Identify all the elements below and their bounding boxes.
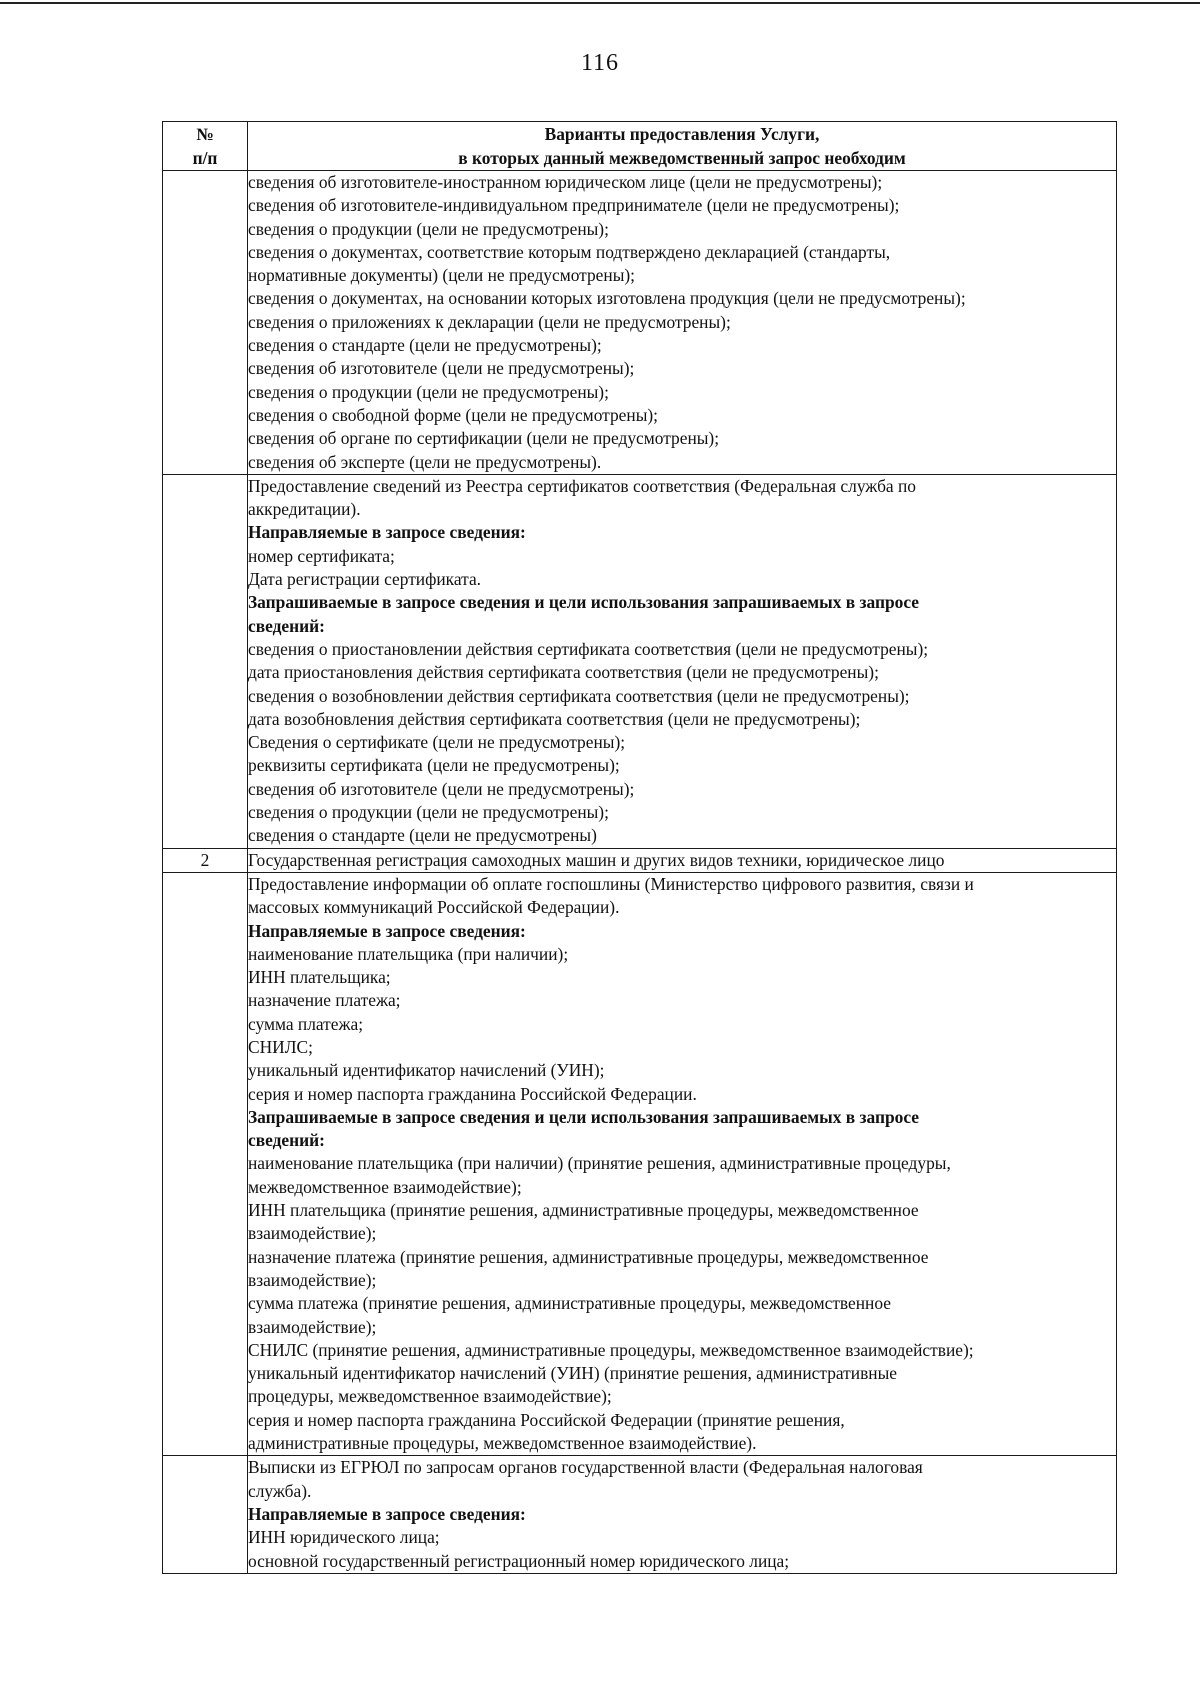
request-intro-line: массовых коммуникаций Российской Федерации).	[248, 897, 620, 918]
list-item: сведения о продукции (цели не предусмотрены);	[248, 802, 609, 823]
table-row	[163, 474, 1117, 848]
row-number-cell	[163, 171, 248, 475]
number-header-line1: №	[196, 124, 214, 144]
list-item: сведения о документах, соответствие которым подтверждено декларацией (стандарты,	[248, 241, 891, 262]
row-number-cell	[163, 1456, 248, 1573]
list-item: наименование плательщика (при наличии);	[248, 943, 569, 964]
fee-payment-cell	[248, 872, 1117, 1455]
row-number-cell	[163, 872, 248, 1455]
requested-data-heading: сведений:	[248, 615, 325, 636]
sent-data-heading: Направляемые в запросе сведения:	[248, 1503, 526, 1524]
list-item: назначение платежа (принятие решения, административные процедуры, межведомственное	[248, 1246, 929, 1267]
list-item: реквизиты сертификата (цели не предусмотрены);	[248, 755, 620, 776]
request-intro-line: служба).	[248, 1480, 312, 1501]
list-item: сведения о свободной форме (цели не предусмотрены);	[248, 404, 658, 425]
list-item: сведения о стандарте (цели не предусмотрены);	[248, 335, 602, 356]
list-item: сведения о приостановлении действия сертификата соответствия (цели не предусмотрены);	[248, 638, 929, 659]
list-item: сумма платежа;	[248, 1013, 364, 1034]
list-item: сведения об изготовителе (цели не предусмотрены);	[248, 778, 635, 799]
list-item: ИНН плательщика;	[248, 967, 391, 988]
egrul-extract-cell	[248, 1456, 1117, 1573]
list-item: дата приостановления действия сертификата соответствия (цели не предусмотрены);	[248, 662, 879, 683]
list-item: процедуры, межведомственное взаимодействие);	[248, 1386, 612, 1407]
list-item: взаимодействие);	[248, 1269, 377, 1290]
list-item: сведения об изготовителе-индивидуальном предпринимателе (цели не предусмотрены);	[248, 195, 900, 216]
request-intro-line: Выписки из ЕГРЮЛ по запросам органов государственной власти (Федеральная налоговая	[248, 1457, 923, 1478]
list-item: сведения о приложениях к декларации (цели не предусмотрены);	[248, 311, 731, 332]
services-table	[162, 121, 1117, 1574]
number-column-header	[163, 122, 248, 171]
list-item: сведения о стандарте (цели не предусмотрены)	[248, 825, 597, 846]
certificate-registry-cell	[248, 474, 1117, 848]
variants-header-line1: Варианты предоставления Услуги,	[544, 124, 820, 144]
list-item: назначение платежа;	[248, 990, 401, 1011]
top-border-rule	[0, 2, 1200, 4]
table-row	[163, 1456, 1117, 1573]
list-item: наименование плательщика (при наличии) (принятие решения, административные процедуры,	[248, 1153, 951, 1174]
request-intro-line: аккредитации).	[248, 499, 361, 520]
request-intro-line: Предоставление сведений из Реестра сертификатов соответствия (Федеральная служба по	[248, 475, 916, 496]
list-item: межведомственное взаимодействие);	[248, 1176, 522, 1197]
requested-data-heading: Запрашиваемые в запросе сведения и цели использования запрашиваемых в запросе	[248, 1106, 920, 1127]
requested-data-heading: сведений:	[248, 1130, 325, 1151]
list-item: серия и номер паспорта гражданина Российской Федерации (принятие решения,	[248, 1409, 845, 1430]
list-item: уникальный идентификатор начислений (УИН) (принятие решения, административные	[248, 1363, 897, 1384]
list-item: основной государственный регистрационный номер юридического лица;	[248, 1550, 790, 1571]
table-row	[163, 872, 1117, 1455]
variants-column-header	[248, 122, 1117, 171]
list-item: нормативные документы) (цели не предусмотрены);	[248, 265, 636, 286]
list-item: сведения об изготовителе (цели не предусмотрены);	[248, 358, 635, 379]
list-item: сумма платежа (принятие решения, административные процедуры, межведомственное	[248, 1293, 891, 1314]
list-item: ИНН юридического лица;	[248, 1527, 440, 1548]
list-item: Сведения о сертификате (цели не предусмотрены);	[248, 732, 626, 753]
list-item: сведения о возобновлении действия сертификата соответствия (цели не предусмотрены);	[248, 685, 910, 706]
request-intro-line: Предоставление информации об оплате госпошлины (Министерство цифрового развития, связи и	[248, 873, 974, 894]
table-row	[163, 171, 1117, 475]
list-item: дата возобновления действия сертификата соответствия (цели не предусмотрены);	[248, 708, 861, 729]
variants-header-line2: в которых данный межведомственный запрос необходим	[458, 148, 906, 168]
number-header-line2: п/п	[192, 148, 218, 168]
requested-data-heading: Запрашиваемые в запросе сведения и цели использования запрашиваемых в запросе	[248, 592, 920, 613]
list-item: СНИЛС;	[248, 1036, 313, 1057]
list-item: сведения об изготовителе-иностранном юридическом лице (цели не предусмотрены);	[248, 172, 883, 192]
table-header-row	[163, 122, 1117, 171]
list-item: сведения о продукции (цели не предусмотрены);	[248, 218, 609, 239]
service-variant-title: Государственная регистрация самоходных машин и других видов техники, юридическое лицо	[248, 848, 1117, 872]
list-item: сведения о продукции (цели не предусмотрены);	[248, 381, 609, 402]
list-item: СНИЛС (принятие решения, административные процедуры, межведомственное взаимодействие);	[248, 1339, 974, 1360]
list-item: сведения о документах, на основании которых изготовлена продукция (цели не предусмотрены);	[248, 288, 966, 309]
list-item: взаимодействие);	[248, 1223, 377, 1244]
table-row	[163, 848, 1117, 872]
page-number: 116	[580, 50, 620, 76]
list-item: сведения об органе по сертификации (цели не предусмотрены);	[248, 428, 720, 449]
list-item: Дата регистрации сертификата.	[248, 569, 482, 590]
list-item: сведения об эксперте (цели не предусмотрены).	[248, 451, 602, 472]
sent-data-heading: Направляемые в запросе сведения:	[248, 920, 526, 941]
sent-data-heading: Направляемые в запросе сведения:	[248, 522, 526, 543]
row-number-cell	[163, 474, 248, 848]
declaration-details-cell	[248, 171, 1117, 475]
list-item: номер сертификата;	[248, 545, 395, 566]
row-number-cell: 2	[163, 848, 248, 872]
list-item: серия и номер паспорта гражданина Российской Федерации.	[248, 1083, 697, 1104]
list-item: взаимодействие);	[248, 1316, 377, 1337]
list-item: административные процедуры, межведомственное взаимодействие).	[248, 1433, 757, 1454]
list-item: уникальный идентификатор начислений (УИН);	[248, 1060, 605, 1081]
list-item: ИНН плательщика (принятие решения, административные процедуры, межведомственное	[248, 1200, 919, 1221]
